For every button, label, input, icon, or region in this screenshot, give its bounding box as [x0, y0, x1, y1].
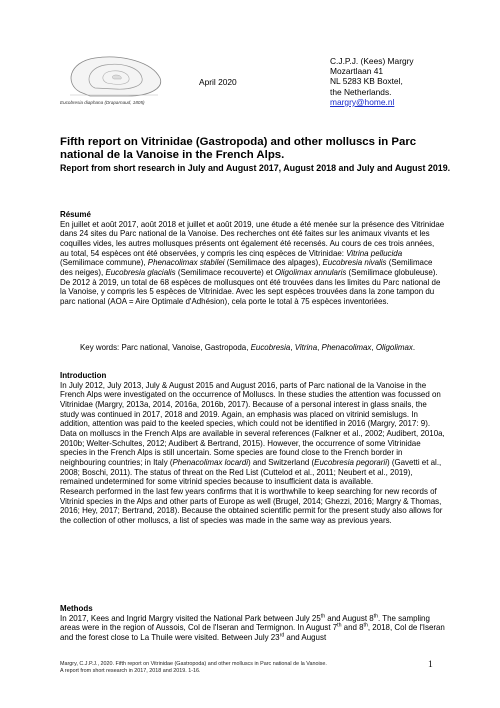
- address-block: [330, 56, 414, 107]
- species-name: Eucobresia glacialis: [105, 267, 176, 277]
- introduction-section: [60, 371, 445, 526]
- snail-shell-icon: [60, 52, 168, 102]
- species-name: Eucobresia nivalis: [322, 258, 387, 268]
- footer-line: A report from short research in 2017, 2018 and 2019. 1-16.: [60, 668, 201, 675]
- species-name: Eucobresia pegorarii: [314, 457, 387, 467]
- keywords: Key words: Parc national, Vanoise, Gastropoda, Eucobresia, Vitrina, Phenacolimax, Oligolimax.: [80, 343, 416, 352]
- logo-caption: Eucobresia diaphana (Draparnaud, 1805): [60, 100, 145, 105]
- species-name: Phenacolimax locardi: [172, 457, 248, 467]
- introduction-paragraph-2: Data on molluscs in the French Alps are available in several references (Falkner et al., 2002; Audibert, 2010a, 2010b; Welter-Schultes, 2012; Audibert & Bertrand, 2015). However, the occurrence of some Vitrinidae species in the French Alps is still uncertain. Some species are found close to the French border in neighbouring countries; in Italy (Phenacolimax locardi) and Switzerland (Eucobresia pegorarii) (Gavetti et al., 2008; Boschi, 2011). The status of threat on the Red List (Cuttelod et al., 2011; Neubert et al., 2019), remained undetermined for some vitrinid species because to insufficient data is available.: [60, 428, 445, 487]
- introduction-paragraph-1: In July 2012, July 2013, July & August 2015 and August 2016, parts of Parc national de la Vanoise in the French Alps were investigated on the occurrence of Molluscs. In these studies the attention was focussed on Vitrinidae (Margry, 2013a, 2014, 2016a, 2016b, 2017). Because of a personal interest in glass snails, the study was continued in 2017, 2018 and 2019. Again, an emphasis was placed on vitrinid semislugs. In addition, attention was paid to the keeled species, which could not be identified in 2016 (Margry, 2017: 9).: [60, 380, 441, 429]
- resume-heading: Résumé: [60, 210, 91, 219]
- methods-section: [60, 604, 445, 643]
- address-line: the Netherlands.: [330, 86, 392, 97]
- methods-paragraph: In 2017, Kees and Ingrid Margry visited the National Park between July 25th and August 8th. The sampling areas were in the region of Aussois, Col de l'Iseran and Termignon. In August 7th and 8th, 2018, Col de l'Iseran and the forest close to La Thuile were visited. Between July 23rd and August: [60, 613, 445, 642]
- resume-section: [60, 210, 445, 307]
- address-line: C.J.P.J. (Kees) Margry: [330, 56, 414, 66]
- methods-heading: Methods: [60, 604, 93, 613]
- footer-line: Margry, C.J.P.J., 2020. Fifth report on Vitrinidae (Gastropoda) and other molluscs in Parc national de la Vanoise.: [60, 661, 327, 667]
- introduction-paragraph-3: Research performed in the last few years confirms that it is worthwhile to keep searching for new records of Vitrinid species in the Alps and other parts of Europe as well (Brugel, 2014; Ghezzi, 2016; Margry & Thomas, 2016; Hey, 2017; Bertrand, 2018). Because the obtained scientific permit for the present study also allows for the collection of other molluscs, a list of species was made in the same way as previous years.: [60, 486, 443, 525]
- address-line: Mozartlaan 41: [330, 66, 384, 77]
- address-line: NL 5283 KB Boxtel,: [330, 76, 403, 87]
- species-name: Vitrina pellucida: [346, 248, 403, 258]
- species-name: Oligolimax annularis: [274, 267, 347, 277]
- page-number: 1: [428, 660, 433, 670]
- introduction-heading: Introduction: [60, 371, 107, 380]
- citation-footer: [60, 661, 410, 675]
- resume-paragraph-1: En juillet et août 2017, août 2018 et juillet et août 2019, une étude a été menée sur la présence des Vitrinidae dans 24 sites du Parc national de la Vanoise. Des recherches ont été faites sur les animaux vivants et les coquilles vides, les autres mollusques présents ont également été recensés. Au cours de ces trois années, au total, 54 espèces ont été observées, y compris les cinq espèces de Vitrinidae: Vitrina pellucida (Semilimace commune), Phenacolimax stabilei (Semilimace des alpages), Eucobresia nivalis (Semilimace des neiges), Eucobresia glacialis (Semilimace recouverte) et Oligolimax annularis (Semilimace globuleuse).: [60, 219, 445, 277]
- date: April 2020: [199, 77, 237, 87]
- species-name: Phenacolimax stabilei: [147, 258, 225, 268]
- email-link[interactable]: margry@home.nl: [330, 96, 395, 107]
- resume-paragraph-2: De 2012 à 2019, un total de 68 espèces de mollusques ont été trouvées dans les limites du Parc national de la Vanoise, y compris les 5 espèces de Vitrinidae. Avec les sept espèces trouvées dans la zone tampon du parc national (AOA = Aire Optimale d'Adhésion), cela porte le total à 75 espèces inventoriées.: [60, 277, 441, 306]
- report-title: Fifth report on Vitrinidae (Gastropoda) and other molluscs in Parc national de la Vanoise in the French Alps.: [60, 136, 417, 162]
- report-subtitle: Report from short research in July and August 2017, August 2018 and July and August 2019.: [60, 163, 451, 173]
